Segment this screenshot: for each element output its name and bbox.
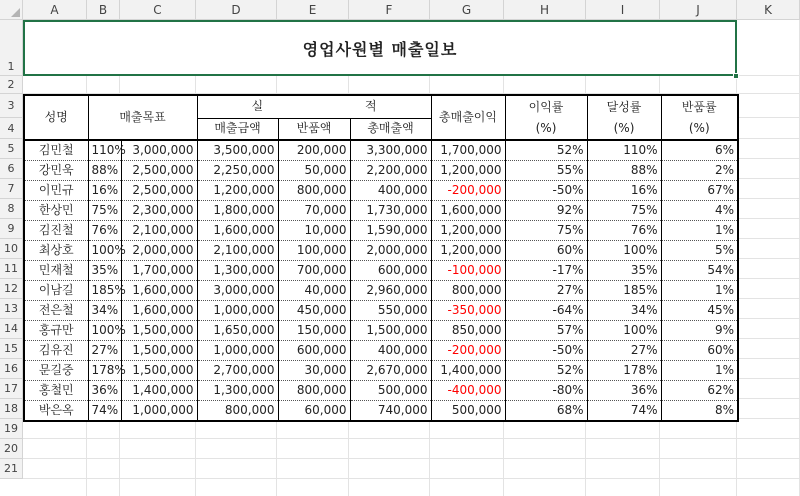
cell-ratio[interactable]: 34% xyxy=(88,301,121,321)
row-header-17[interactable]: 17 xyxy=(0,379,23,399)
row-header-2[interactable]: 2 xyxy=(0,76,23,94)
cell-ratio[interactable]: 75% xyxy=(88,201,121,221)
cell-name[interactable]: 한상민 xyxy=(24,201,88,221)
cell-profit[interactable]: 1,200,000 xyxy=(431,221,505,241)
cell-name[interactable]: 전은철 xyxy=(24,301,88,321)
column-header-a[interactable]: A xyxy=(23,0,87,20)
table-row xyxy=(24,221,738,241)
cell-sales[interactable]: 2,700,000 xyxy=(197,361,278,381)
cell-name[interactable]: 박은옥 xyxy=(24,401,88,422)
cell-return-rate[interactable]: 5% xyxy=(661,241,738,261)
cell-name[interactable]: 김민철 xyxy=(24,140,88,161)
cell-name[interactable]: 민재철 xyxy=(24,261,88,281)
cell-target[interactable]: 2,000,000 xyxy=(121,241,197,261)
cell-profit-rate[interactable]: 55% xyxy=(505,161,587,181)
cell-achieve[interactable]: 76% xyxy=(587,221,661,241)
cell-profit-rate[interactable]: 52% xyxy=(505,361,587,381)
cell-profit-rate[interactable]: 52% xyxy=(505,140,587,161)
gridline-row xyxy=(23,458,800,459)
cell-total[interactable]: 1,590,000 xyxy=(350,221,431,241)
select-all-icon xyxy=(11,8,20,17)
table-row xyxy=(24,261,738,281)
cell-ratio[interactable]: 36% xyxy=(88,381,121,401)
cell-sales[interactable]: 1,650,000 xyxy=(197,321,278,341)
cell-profit-rate[interactable]: -80% xyxy=(505,381,587,401)
row-header-10[interactable]: 10 xyxy=(0,239,23,259)
cell-achieve[interactable]: 34% xyxy=(587,301,661,321)
sheet-title: 영업사원별 매출일보 xyxy=(302,39,458,59)
cell-profit[interactable]: -200,000 xyxy=(431,341,505,361)
cell-returns[interactable]: 800,000 xyxy=(278,181,350,201)
column-header-k[interactable]: K xyxy=(737,0,800,20)
cell-sales[interactable]: 1,000,000 xyxy=(197,341,278,361)
cell-return-rate[interactable]: 62% xyxy=(661,381,738,401)
cell-ratio[interactable]: 27% xyxy=(88,341,121,361)
column-header-j[interactable]: J xyxy=(660,0,737,20)
header-returns[interactable]: 반품액 xyxy=(278,118,350,140)
row-header-8[interactable]: 8 xyxy=(0,199,23,219)
cell-target[interactable]: 1,400,000 xyxy=(121,381,197,401)
cell-name[interactable]: 문길중 xyxy=(24,361,88,381)
cell-ratio[interactable]: 35% xyxy=(88,261,121,281)
cell-achieve[interactable]: 35% xyxy=(587,261,661,281)
cell-ratio[interactable]: 100% xyxy=(88,321,121,341)
cell-achieve[interactable]: 27% xyxy=(587,341,661,361)
column-header-b[interactable]: B xyxy=(87,0,120,20)
table-row xyxy=(24,401,738,422)
cell-ratio[interactable]: 100% xyxy=(88,241,121,261)
cell-achieve[interactable]: 88% xyxy=(587,161,661,181)
cell-returns[interactable]: 450,000 xyxy=(278,301,350,321)
cell-name[interactable]: 홍규만 xyxy=(24,321,88,341)
header-return-rate[interactable]: 반품률 xyxy=(661,95,738,118)
cell-profit[interactable]: -400,000 xyxy=(431,381,505,401)
cell-return-rate[interactable]: 6% xyxy=(661,140,738,161)
cell-sales[interactable]: 1,600,000 xyxy=(197,221,278,241)
cell-returns[interactable]: 150,000 xyxy=(278,321,350,341)
cell-return-rate[interactable]: 1% xyxy=(661,221,738,241)
cell-name[interactable]: 이남길 xyxy=(24,281,88,301)
cell-return-rate[interactable]: 8% xyxy=(661,401,738,422)
cell-total[interactable]: 3,300,000 xyxy=(350,140,431,161)
cell-return-rate[interactable]: 60% xyxy=(661,341,738,361)
cell-target[interactable]: 2,100,000 xyxy=(121,221,197,241)
cell-profit-rate[interactable]: 92% xyxy=(505,201,587,221)
cell-total[interactable]: 2,000,000 xyxy=(350,241,431,261)
cell-achieve[interactable]: 110% xyxy=(587,140,661,161)
select-all-corner[interactable] xyxy=(0,0,23,20)
cell-name[interactable]: 강민욱 xyxy=(24,161,88,181)
row-header-1[interactable]: 1 xyxy=(0,20,23,76)
cell-sales[interactable]: 1,200,000 xyxy=(197,181,278,201)
row-header-4[interactable]: 4 xyxy=(0,118,23,139)
cell-total[interactable]: 500,000 xyxy=(350,381,431,401)
cell-profit-rate[interactable]: 60% xyxy=(505,241,587,261)
cell-returns[interactable]: 70,000 xyxy=(278,201,350,221)
cell-target[interactable]: 1,700,000 xyxy=(121,261,197,281)
table-row xyxy=(24,181,738,201)
cell-total[interactable]: 400,000 xyxy=(350,181,431,201)
cell-returns[interactable]: 600,000 xyxy=(278,341,350,361)
cell-ratio[interactable]: 185% xyxy=(88,281,121,301)
header-achieve-rate-unit[interactable]: (%) xyxy=(587,118,661,140)
table-row xyxy=(24,321,738,341)
row-header-12[interactable]: 12 xyxy=(0,279,23,299)
row-header-7[interactable]: 7 xyxy=(0,179,23,199)
cell-profit[interactable]: 1,700,000 xyxy=(431,140,505,161)
sales-report-table xyxy=(23,94,739,422)
column-header-h[interactable]: H xyxy=(504,0,586,20)
cell-target[interactable]: 3,000,000 xyxy=(121,140,197,161)
header-profit-rate-unit[interactable]: (%) xyxy=(505,118,587,140)
cell-sales[interactable]: 800,000 xyxy=(197,401,278,422)
cell-achieve[interactable]: 16% xyxy=(587,181,661,201)
cell-profit[interactable]: 1,400,000 xyxy=(431,361,505,381)
title-cell[interactable] xyxy=(23,20,737,76)
cell-returns[interactable]: 800,000 xyxy=(278,381,350,401)
cell-return-rate[interactable]: 45% xyxy=(661,301,738,321)
cell-sales[interactable]: 3,500,000 xyxy=(197,140,278,161)
cell-total[interactable]: 1,500,000 xyxy=(350,321,431,341)
table-row xyxy=(24,301,738,321)
header-target[interactable]: 매출목표 xyxy=(88,95,197,140)
row-header-9[interactable]: 9 xyxy=(0,219,23,239)
cell-profit-rate[interactable]: -64% xyxy=(505,301,587,321)
row-header-6[interactable]: 6 xyxy=(0,159,23,179)
cell-profit-rate[interactable]: 27% xyxy=(505,281,587,301)
row-header-11[interactable]: 11 xyxy=(0,259,23,279)
header-return-rate-unit[interactable]: (%) xyxy=(661,118,738,140)
table-row xyxy=(24,381,738,401)
cell-name[interactable]: 이민규 xyxy=(24,181,88,201)
cell-sales[interactable]: 1,300,000 xyxy=(197,261,278,281)
cell-returns[interactable]: 100,000 xyxy=(278,241,350,261)
cell-sales[interactable]: 3,000,000 xyxy=(197,281,278,301)
row-header-3[interactable]: 3 xyxy=(0,94,23,118)
cell-total[interactable]: 1,730,000 xyxy=(350,201,431,221)
table-row xyxy=(24,361,738,381)
header-sales[interactable]: 매출금액 xyxy=(197,118,278,140)
cell-target[interactable]: 1,500,000 xyxy=(121,361,197,381)
cell-target[interactable]: 2,300,000 xyxy=(121,201,197,221)
cell-target[interactable]: 1,500,000 xyxy=(121,341,197,361)
cell-returns[interactable]: 30,000 xyxy=(278,361,350,381)
cell-return-rate[interactable]: 9% xyxy=(661,321,738,341)
header-total-sales[interactable]: 총매출액 xyxy=(350,118,431,140)
table-row xyxy=(24,241,738,261)
cell-ratio[interactable]: 178% xyxy=(88,361,121,381)
cell-ratio[interactable]: 16% xyxy=(88,181,121,201)
cell-achieve[interactable]: 100% xyxy=(587,321,661,341)
cell-total[interactable]: 600,000 xyxy=(350,261,431,281)
cell-returns[interactable]: 700,000 xyxy=(278,261,350,281)
cell-returns[interactable]: 60,000 xyxy=(278,401,350,422)
cell-returns[interactable]: 50,000 xyxy=(278,161,350,181)
gridline-row xyxy=(23,438,800,439)
table-row xyxy=(24,281,738,301)
row-header-15[interactable]: 15 xyxy=(0,339,23,359)
cell-total[interactable]: 740,000 xyxy=(350,401,431,422)
cell-ratio[interactable]: 76% xyxy=(88,221,121,241)
cell-target[interactable]: 1,600,000 xyxy=(121,281,197,301)
fill-handle[interactable] xyxy=(733,73,739,79)
cell-return-rate[interactable]: 67% xyxy=(661,181,738,201)
table-row xyxy=(24,201,738,221)
cell-profit[interactable]: 800,000 xyxy=(431,281,505,301)
cell-name[interactable]: 김유진 xyxy=(24,341,88,361)
header-actual-left: 실 xyxy=(251,99,264,114)
cell-achieve[interactable]: 36% xyxy=(587,381,661,401)
cell-sales[interactable]: 1,000,000 xyxy=(197,301,278,321)
cell-profit[interactable]: 1,200,000 xyxy=(431,161,505,181)
cell-target[interactable]: 2,500,000 xyxy=(121,161,197,181)
cell-returns[interactable]: 200,000 xyxy=(278,140,350,161)
cell-achieve[interactable]: 100% xyxy=(587,241,661,261)
table-row xyxy=(24,341,738,361)
cell-target[interactable]: 1,000,000 xyxy=(121,401,197,422)
cell-profit[interactable]: -350,000 xyxy=(431,301,505,321)
cell-return-rate[interactable]: 2% xyxy=(661,161,738,181)
row-header-16[interactable]: 16 xyxy=(0,359,23,379)
column-header-i[interactable]: I xyxy=(586,0,660,20)
cell-achieve[interactable]: 178% xyxy=(587,361,661,381)
row-header-5[interactable]: 5 xyxy=(0,139,23,159)
column-header-g[interactable]: G xyxy=(430,0,504,20)
cell-target[interactable]: 1,500,000 xyxy=(121,321,197,341)
table-row xyxy=(24,140,738,161)
cell-return-rate[interactable]: 1% xyxy=(661,281,738,301)
row-header-19[interactable]: 19 xyxy=(0,419,23,439)
gridline-row xyxy=(23,478,800,479)
row-header-13[interactable]: 13 xyxy=(0,299,23,319)
cell-total[interactable]: 400,000 xyxy=(350,341,431,361)
cell-target[interactable]: 1,600,000 xyxy=(121,301,197,321)
cell-profit[interactable]: -200,000 xyxy=(431,181,505,201)
header-name[interactable]: 성명 xyxy=(24,95,88,140)
column-header-f[interactable]: F xyxy=(349,0,430,20)
row-header-20[interactable]: 20 xyxy=(0,439,23,459)
column-header-d[interactable]: D xyxy=(196,0,277,20)
cell-ratio[interactable]: 88% xyxy=(88,161,121,181)
cell-total[interactable]: 2,960,000 xyxy=(350,281,431,301)
cell-achieve[interactable]: 74% xyxy=(587,401,661,422)
header-actual-right: 적 xyxy=(364,99,377,114)
header-profit-rate[interactable]: 이익률 xyxy=(505,95,587,118)
cell-total[interactable]: 2,200,000 xyxy=(350,161,431,181)
cell-sales[interactable]: 2,100,000 xyxy=(197,241,278,261)
cell-sales[interactable]: 1,300,000 xyxy=(197,381,278,401)
cell-profit-rate[interactable]: -17% xyxy=(505,261,587,281)
cell-returns[interactable]: 40,000 xyxy=(278,281,350,301)
header-achieve-rate[interactable]: 달성률 xyxy=(587,95,661,118)
cell-name[interactable]: 김진철 xyxy=(24,221,88,241)
cell-profit[interactable]: 1,600,000 xyxy=(431,201,505,221)
cell-name[interactable]: 홍철민 xyxy=(24,381,88,401)
cell-profit[interactable]: 1,200,000 xyxy=(431,241,505,261)
cell-profit[interactable]: -100,000 xyxy=(431,261,505,281)
cell-total[interactable]: 550,000 xyxy=(350,301,431,321)
cell-ratio[interactable]: 110% xyxy=(88,140,121,161)
cell-sales[interactable]: 2,250,000 xyxy=(197,161,278,181)
row-header-18[interactable]: 18 xyxy=(0,399,23,419)
cell-return-rate[interactable]: 4% xyxy=(661,201,738,221)
header-actual[interactable] xyxy=(197,95,431,118)
cell-target[interactable]: 2,500,000 xyxy=(121,181,197,201)
cell-return-rate[interactable]: 1% xyxy=(661,361,738,381)
cell-profit-rate[interactable]: 57% xyxy=(505,321,587,341)
column-header-e[interactable]: E xyxy=(277,0,349,20)
row-header-21[interactable]: 21 xyxy=(0,459,23,479)
cell-return-rate[interactable]: 54% xyxy=(661,261,738,281)
cell-profit[interactable]: 500,000 xyxy=(431,401,505,422)
cell-profit-rate[interactable]: -50% xyxy=(505,181,587,201)
table-row xyxy=(24,161,738,181)
cell-name[interactable]: 최상호 xyxy=(24,241,88,261)
cell-achieve[interactable]: 185% xyxy=(587,281,661,301)
cell-returns[interactable]: 10,000 xyxy=(278,221,350,241)
cell-achieve[interactable]: 75% xyxy=(587,201,661,221)
row-header-14[interactable]: 14 xyxy=(0,319,23,339)
header-total-profit[interactable]: 총매출이익 xyxy=(431,95,505,140)
cell-profit-rate[interactable]: 68% xyxy=(505,401,587,422)
cell-sales[interactable]: 1,800,000 xyxy=(197,201,278,221)
cell-total[interactable]: 2,670,000 xyxy=(350,361,431,381)
cell-profit-rate[interactable]: 75% xyxy=(505,221,587,241)
cell-profit[interactable]: 850,000 xyxy=(431,321,505,341)
column-header-c[interactable]: C xyxy=(120,0,196,20)
cell-ratio[interactable]: 74% xyxy=(88,401,121,422)
cell-profit-rate[interactable]: -50% xyxy=(505,341,587,361)
